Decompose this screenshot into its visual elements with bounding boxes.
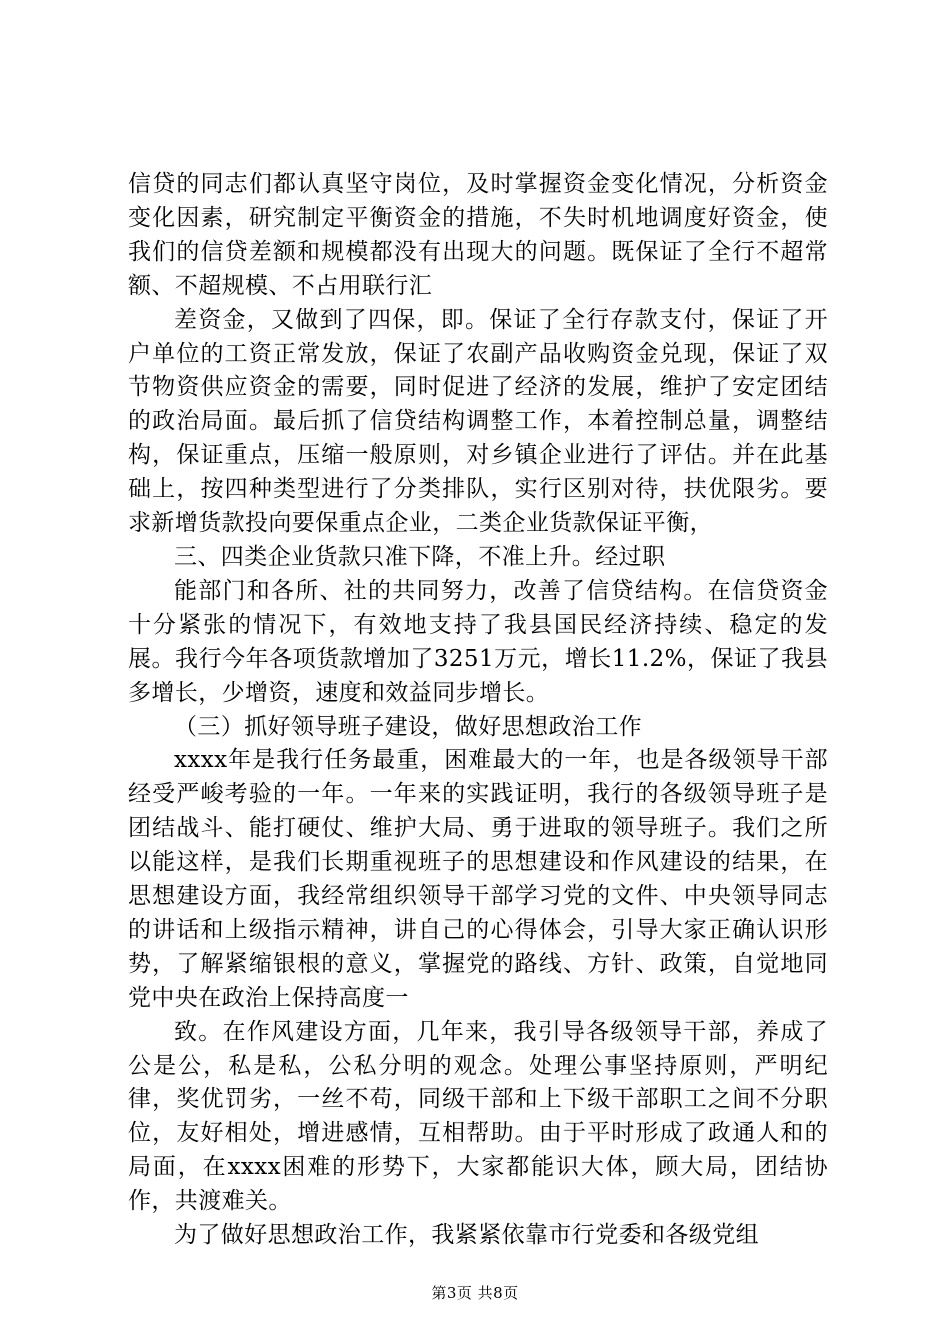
paragraph-3: 三、四类企业货款只准下降，不准上升。经过职 [174, 543, 666, 570]
page-footer: 第3页 共8页 [431, 1284, 519, 1302]
paragraph-1: 信贷的同志们都认真坚守岗位，及时掌握资金变化情况，分析资金变化因素，研究制定平衡资金的措施，不失时机地调度好资金，使我们的信贷差额和规模都没有出现大的问题。既保证了全行不超常额、不超规模、不占用联行汇 [128, 171, 828, 299]
paragraph-4: 能部门和各所、社的共同努力，改善了信贷结构。在信贷资金十分紧张的情况下，有效地支持了我县国民经济持续、稳定的发展。我行今年各项货款增加了3251万元，增长11.2%，保证了我县多增长，少增资，速度和效益同步增长。 [128, 577, 828, 706]
section-heading: （三）抓好领导班子建设，做好思想政治工作 [174, 713, 642, 740]
paragraph-2: 差资金，又做到了四保，即。保证了全行存款支付，保证了开户单位的工资正常发放，保证了农副产品收购资金兑现，保证了双节物资供应资金的需要，同时促进了经济的发展，维护了安定团结的政治局面。最后抓了信贷结构调整工作，本着控制总量，调整结构，保证重点，压缩一般原则，对乡镇企业进行了评估。并在此基础上，按四种类型进行了分类排队，实行区别对待，扶优限劣。要求新增货款投向要保重点企业，二类企业货款保证平衡， [128, 306, 828, 537]
paragraph-5: xxxx年是我行任务最重，困难最大的一年，也是各级领导干部经受严峻考验的一年。一年来的实践证明，我行的各级领导班子是团结战斗、能打硬仗、维护大局、勇于进取的领导班子。我们之所以能这样，是我们长期重视班子的思想建设和作风建设的结果，在思想建设方面，我经常组织领导干部学习党的文件、中央领导同志的讲话和上级指示精神，讲自己的心得体会，引导大家正确认识形势，了解紧缩银根的意义，掌握党的路线、方针、政策，自觉地同党中央在政治上保持高度一 [128, 747, 828, 1011]
paragraph-6: 致。在作风建设方面，几年来，我引导各级领导干部，养成了公是公，私是私，公私分明的观念。处理公事坚持原则，严明纪律，奖优罚劣，一丝不苟，同级干部和上下级干部职工之间不分职位，友好相处，增进感情，互相帮助。由于平时形成了政通人和的局面，在xxxx困难的形势下，大家都能识大体，顾大局，团结协作，共渡难关。 [128, 1018, 828, 1215]
body-text [128, 168, 828, 1253]
paragraph-7: 为了做好思想政治工作，我紧紧依靠市行党委和各级党组 [174, 1222, 759, 1249]
